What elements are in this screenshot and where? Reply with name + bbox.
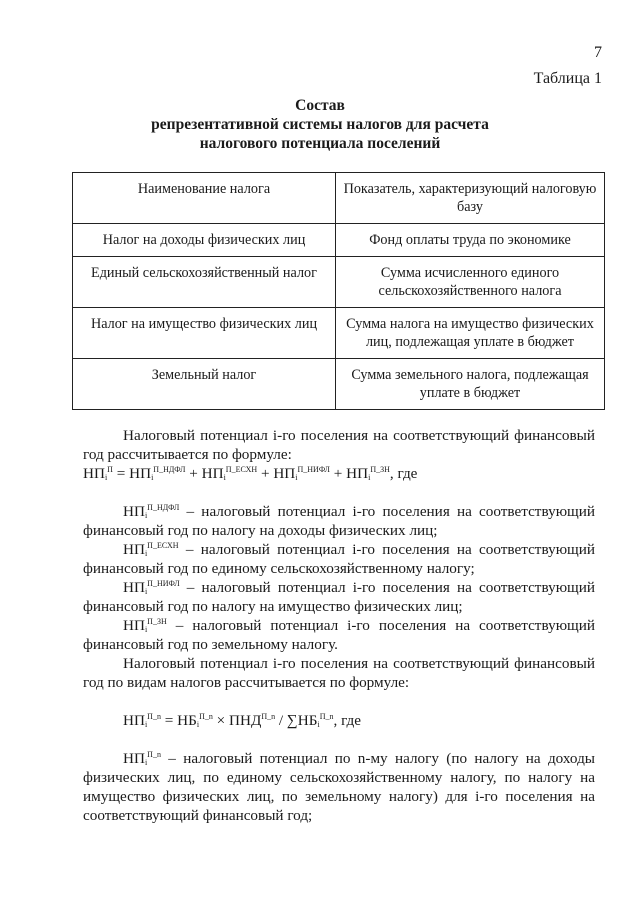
paragraph-by-tax-type: Налоговый потенциал i-го поселения на соответствующий финансовый год по видам налогов рассчитывается по формуле:: [83, 655, 595, 691]
definition-eshn: $НП_i^{П\_ЕСХН}$ – налоговый потенциал i-го поселения на соответствующий финансовый год по единому сельскохозяйственному налогу;: [83, 541, 595, 577]
formula-by-tax: $НП_i^{П\_n} = НБ_i^{П\_n} \times ПНД^{П\_n} / \sum НБ_i^{П\_n}$, где: [123, 712, 362, 729]
paragraph-intro: Налоговый потенциал i-го поселения на соответствующий финансовый год рассчитывается по формуле:: [83, 427, 595, 463]
header-tax-base: Показатель, характеризующий налоговую базу: [336, 173, 605, 224]
table-row: [73, 308, 605, 359]
cell-base: Сумма налога на имущество физических лиц, подлежащая уплате в бюджет: [336, 308, 605, 359]
tax-system-table: [72, 172, 605, 410]
table-row: [73, 224, 605, 257]
table-row: [73, 359, 605, 410]
table-header-row: [73, 173, 605, 224]
title-line-3: налогового потенциала поселений: [199, 135, 441, 152]
table-label: Таблица 1: [533, 70, 602, 87]
page-number: 7: [594, 44, 602, 61]
cell-base: Сумма земельного налога, подлежащая уплате в бюджет: [336, 359, 605, 410]
title-line-1: Состав: [295, 97, 345, 114]
header-tax-name: Наименование налога: [73, 173, 336, 224]
document-body: [83, 426, 595, 825]
table-row: [73, 257, 605, 308]
title-line-2: репрезентативной системы налогов для расчета: [151, 116, 489, 133]
definition-nifl: $НП_i^{П\_НИФЛ}$ – налоговый потенциал i-го поселения на соответствующий финансовый год по налогу на имущество физических лиц;: [83, 579, 595, 615]
definition-zn: $НП_i^{П\_ЗН}$ – налоговый потенциал i-го поселения на соответствующий финансовый год по земельному налогу.: [83, 617, 595, 653]
cell-base: Сумма исчисленного единого сельскохозяйственного налога: [336, 257, 605, 308]
formula-total: $НП_i^П = НП_i^{П\_НДФЛ} + НП_i^{П\_ЕСХН} + НП_i^{П\_НИФЛ} + НП_i^{П\_ЗН}$, где: [83, 465, 418, 482]
cell-base: Фонд оплаты труда по экономике: [336, 224, 605, 257]
cell-tax: Единый сельскохозяйственный налог: [73, 257, 336, 308]
definition-ndfl: $НП_i^{П\_НДФЛ}$ – налоговый потенциал i-го поселения на соответствующий финансовый год по налогу на доходы физических лиц;: [83, 503, 595, 539]
cell-tax: Налог на имущество физических лиц: [73, 308, 336, 359]
cell-tax: Налог на доходы физических лиц: [73, 224, 336, 257]
document-title: [0, 96, 640, 153]
definition-n: $НП_i^{П\_n}$ – налоговый потенциал по n-му налогу (по налогу на доходы физических лиц, по единому сельскохозяйственному налогу, по налогу на имущество физических лиц, по земельному налогу) для i-го поселения на соответствующий финансовый год;: [83, 750, 595, 824]
cell-tax: Земельный налог: [73, 359, 336, 410]
